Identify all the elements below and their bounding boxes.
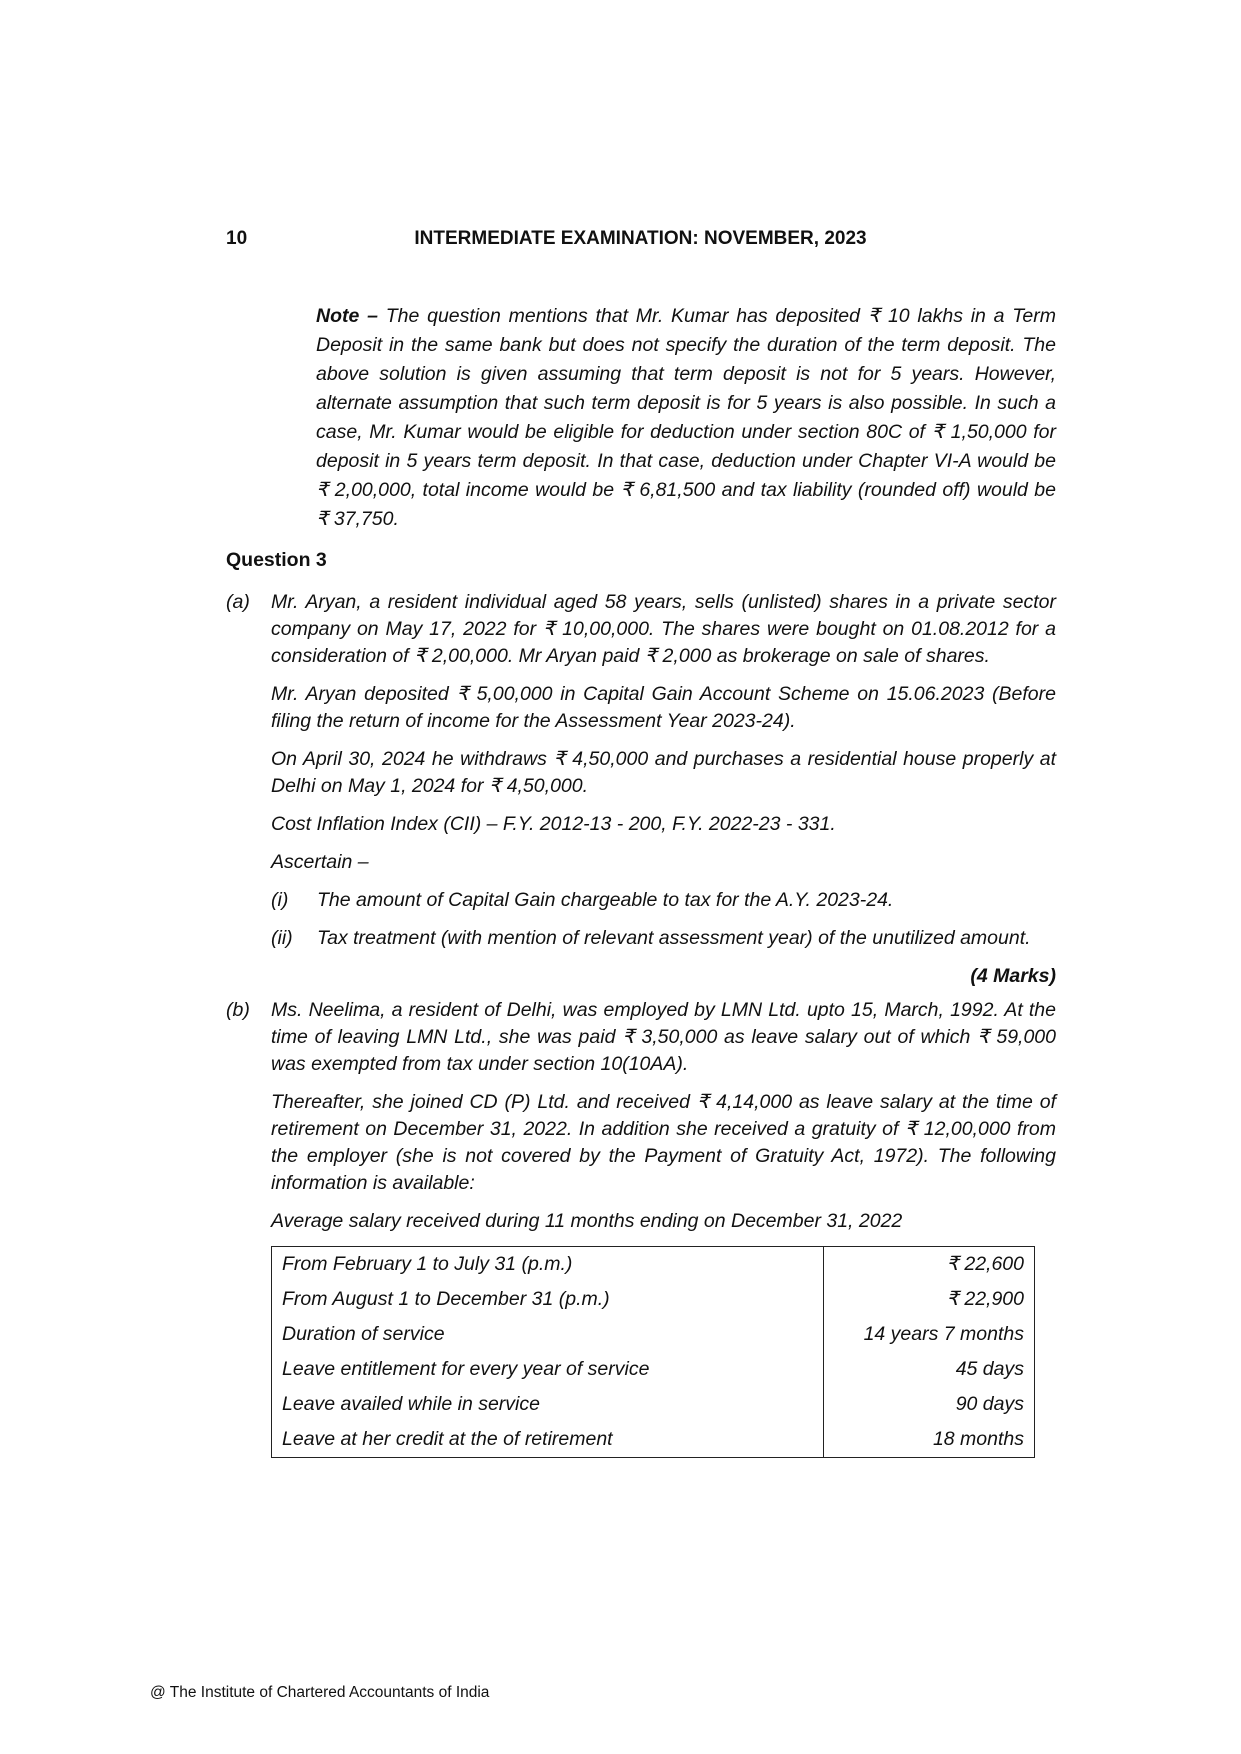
part-a-paragraph-4: Cost Inflation Index (CII) – F.Y. 2012-13 - 200, F.Y. 2022-23 - 331. (271, 813, 836, 835)
salary-info-table (271, 1246, 1035, 1458)
sub-question-number: (i) (271, 889, 289, 911)
table-row (272, 1317, 1035, 1352)
part-a-paragraph-2: Mr. Aryan deposited ₹ 5,00,000 in Capital Gain Account Scheme on 15.06.2023 (Before filing the return of income for the Assessment Year 2023-24). (271, 683, 1056, 732)
table-cell-value: 18 months (824, 1422, 1035, 1458)
page-footer: @ The Institute of Chartered Accountants of India (150, 1684, 490, 1701)
part-b-label: (b) (226, 999, 250, 1021)
table-cell-label: From August 1 to December 31 (p.m.) (272, 1282, 824, 1317)
sub-question-text: The amount of Capital Gain chargeable to tax for the A.Y. 2023-24. (317, 889, 894, 911)
table-cell-value: ₹ 22,900 (824, 1282, 1035, 1317)
table-cell-value: 90 days (824, 1387, 1035, 1422)
part-a-label: (a) (226, 591, 250, 613)
question-part-a (226, 589, 1056, 1001)
page-number: 10 (226, 228, 248, 249)
part-a-paragraph-5: Ascertain – (271, 851, 369, 873)
marks-label: (4 Marks) (970, 965, 1056, 987)
page-header-title: INTERMEDIATE EXAMINATION: NOVEMBER, 2023 (414, 228, 867, 249)
table-row (272, 1282, 1035, 1317)
part-a-paragraph-1: Mr. Aryan, a resident individual aged 58 years, sells (unlisted) shares in a private sector company on May 17, 2022 for ₹ 10,00,000. The shares were bought on 01.08.2012 for a consideration of ₹ 2,00,000. Mr Aryan paid ₹ 2,000 as brokerage on sale of shares. (271, 591, 1056, 667)
sub-question-number: (ii) (271, 927, 293, 949)
table-cell-label: Duration of service (272, 1317, 824, 1352)
note-text: The question mentions that Mr. Kumar has deposited ₹ 10 lakhs in a Term Deposit in the same bank but does not specify the duration of the term deposit. The above solution is given assuming that term deposit is not for 5 years. However, alternate assumption that such term deposit is for 5 years is also possible. In such a case, Mr. Kumar would be eligible for deduction under section 80C of ₹ 1,50,000 for deposit in 5 years term deposit. In that case, deduction under Chapter VI-A would be ₹ 2,00,000, total income would be ₹ 6,81,500 and tax liability (rounded off) would be ₹ 37,750. (316, 305, 1056, 530)
part-a-paragraph-3: On April 30, 2024 he withdraws ₹ 4,50,000 and purchases a residential house properly at Delhi on May 1, 2024 for ₹ 4,50,000. (271, 748, 1056, 797)
note-label: Note – (316, 305, 378, 327)
table-row (272, 1422, 1035, 1458)
question-heading: Question 3 (226, 549, 327, 571)
part-b-paragraph-2: Thereafter, she joined CD (P) Ltd. and received ₹ 4,14,000 as leave salary at the time of retirement on December 31, 2022. In addition she received a gratuity of ₹ 12,00,000 from the employer (she is not covered by the Payment of Gratuity Act, 1972). The following information is available: (271, 1091, 1056, 1194)
sub-question-text: Tax treatment (with mention of relevant assessment year) of the unutilized amount. (317, 927, 1031, 949)
table-row (272, 1352, 1035, 1387)
table-cell-label: Leave entitlement for every year of service (272, 1352, 824, 1387)
table-cell-label: Leave availed while in service (272, 1387, 824, 1422)
part-b-paragraph-3: Average salary received during 11 months ending on December 31, 2022 (271, 1210, 903, 1232)
sub-question-ii (271, 925, 1056, 952)
table-row (272, 1387, 1035, 1422)
table-cell-value: 45 days (824, 1352, 1035, 1387)
table-cell-label: Leave at her credit at the of retirement (272, 1422, 824, 1458)
table-row (272, 1247, 1035, 1283)
table-cell-value: ₹ 22,600 (824, 1247, 1035, 1283)
table-cell-value: 14 years 7 months (824, 1317, 1035, 1352)
note-paragraph (316, 302, 1056, 534)
question-part-b (226, 997, 1056, 1458)
sub-question-i (271, 887, 1056, 914)
part-b-paragraph-1: Ms. Neelima, a resident of Delhi, was employed by LMN Ltd. upto 15, March, 1992. At the time of leaving LMN Ltd., she was paid ₹ 3,50,000 as leave salary out of which ₹ 59,000 was exempted from tax under section 10(10AA). (271, 999, 1056, 1075)
table-cell-label: From February 1 to July 31 (p.m.) (272, 1247, 824, 1283)
